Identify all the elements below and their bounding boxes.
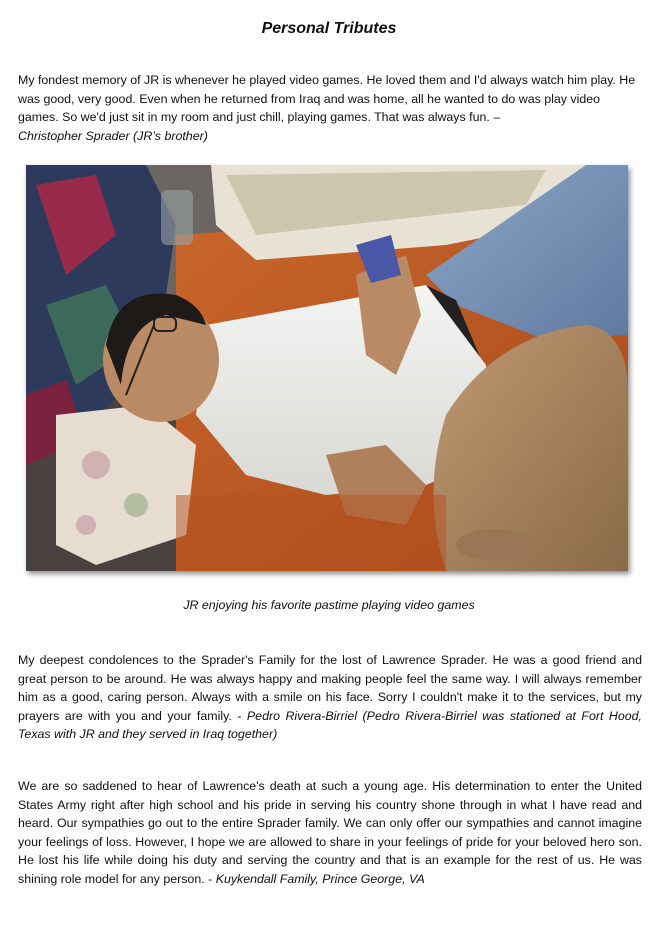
tribute-author: Christopher Sprader (JR’s brother)	[18, 128, 208, 143]
tribute-text: We are so saddened to hear of Lawrence's death at such a young age. His determination to enter the United States Army right after high school and his pride in serving his country shone through in what I have read and heard. Our sympathies go out to the entire Sprader family. We can only offer our sympathies and cannot imagine your feelings of loss. However, I hope we are allowed to share in your feelings of pride for your beloved hero son. He lost his life while doing his duty and serving the country and that is an example for the rest of us. He was shining role model for any person. -	[18, 779, 642, 886]
photo-caption: JR enjoying his favorite pastime playing video games	[183, 598, 475, 612]
tribute-kuykendall	[18, 777, 642, 888]
page-title: Personal Tributes	[261, 20, 397, 37]
photo-jr-playing-video-games	[26, 165, 628, 571]
tribute-author: Pedro Rivera-Birriel (Pedro Rivera-Birriel was stationed at Fort Hood, Texas with JR and they served in Iraq together)	[18, 708, 642, 741]
tribute-pedro	[18, 651, 642, 744]
tribute-christopher	[18, 71, 642, 145]
tribute-text: My deepest condolences to the Sprader's Family for the lost of Lawrence Sprader. He was a good friend and great person to be around. He was always happy and making people feel the same way. I will always remember him as a good, caring person. Always with a smile on his face. Sorry I couldn't make it to the services, but my prayers are with you and your family. -	[18, 653, 642, 723]
tribute-author: Kuykendall Family, Prince George, VA	[215, 871, 425, 886]
tribute-text: My fondest memory of JR is whenever he played video games. He loved them and I'd always watch him play. He was good, very good. Even when he returned from Iraq and was home, all he wanted to do was play video games. So we'd just sit in my room and just chill, playing games. That was always fun. –	[18, 73, 636, 124]
photo-illustration	[26, 165, 628, 571]
